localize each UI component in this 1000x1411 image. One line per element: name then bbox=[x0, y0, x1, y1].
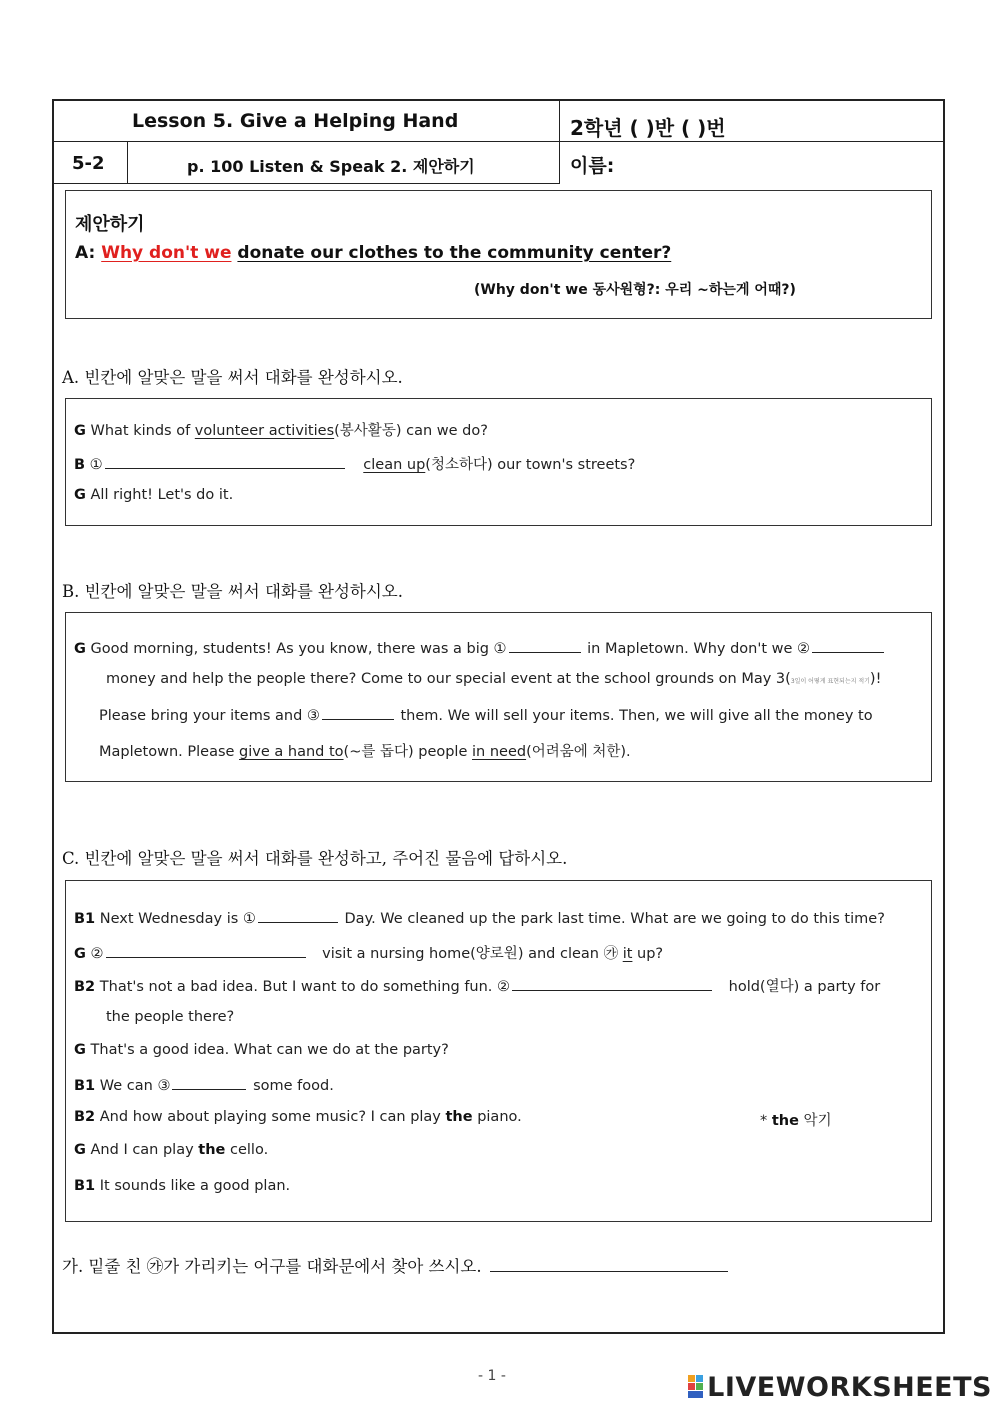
line-text: money and help the people there? Come to our special event at the school grounds on May 3( bbox=[106, 671, 791, 687]
section-c-line-4: the people there? bbox=[106, 1009, 235, 1025]
speaker: G bbox=[74, 423, 86, 439]
liveworksheets-logo-icon bbox=[688, 1375, 704, 1399]
line-text: That's not a bad idea. But I want to do something fun. ② bbox=[99, 979, 511, 995]
line-text: )! bbox=[869, 671, 882, 687]
line-text: Good morning, students! As you know, there was a big ① bbox=[90, 641, 507, 657]
answer-blank[interactable] bbox=[258, 908, 338, 923]
section-c-line-9 bbox=[74, 1178, 290, 1194]
section-a-heading: A. 빈칸에 알맞은 말을 써서 대화를 완성하시오. bbox=[62, 368, 403, 387]
line-text: We can ③ bbox=[99, 1078, 171, 1094]
answer-blank[interactable] bbox=[812, 638, 884, 653]
section-b-line-2 bbox=[106, 671, 881, 687]
question-text: 가. 밑줄 친 ㉮가 가리키는 어구를 대화문에서 찾아 쓰시오. bbox=[62, 1257, 482, 1276]
question-ga bbox=[62, 1253, 730, 1277]
underlined-it: it bbox=[622, 946, 633, 962]
line-text: Mapletown. Please bbox=[99, 744, 240, 760]
name-label: 이름: bbox=[570, 155, 615, 177]
speaker: G bbox=[74, 1142, 86, 1158]
article-the: the bbox=[198, 1142, 226, 1158]
line-text: (~를 돕다) people bbox=[343, 744, 472, 760]
header-divider bbox=[52, 141, 945, 142]
line-text: (청소하다) our town's streets? bbox=[425, 457, 636, 473]
section-a-line-3 bbox=[74, 487, 233, 503]
answer-blank[interactable] bbox=[509, 638, 581, 653]
intro-title: 제안하기 bbox=[75, 214, 145, 235]
section-c-heading: C. 빈칸에 알맞은 말을 써서 대화를 완성하고, 주어진 물음에 답하시오. bbox=[62, 849, 568, 868]
section-a-line-1 bbox=[74, 419, 488, 440]
speaker: G bbox=[74, 946, 86, 962]
section-c-line-3 bbox=[74, 975, 880, 996]
line-text: some food. bbox=[253, 1078, 334, 1094]
section-c-line-2 bbox=[74, 942, 663, 963]
section-b-line-3 bbox=[99, 705, 873, 724]
answer-blank[interactable] bbox=[105, 454, 345, 469]
speaker: G bbox=[74, 1042, 86, 1058]
speaker: G bbox=[74, 487, 86, 503]
section-c-line-6 bbox=[74, 1075, 334, 1094]
answer-blank[interactable] bbox=[322, 705, 394, 720]
intro-example bbox=[75, 243, 671, 263]
answer-blank[interactable] bbox=[172, 1075, 246, 1090]
answer-blank[interactable] bbox=[512, 976, 712, 991]
line-text: in Mapletown. Why don't we ② bbox=[587, 641, 811, 657]
lesson-code: 5-2 bbox=[72, 153, 105, 174]
intro-note: (Why don't we 동사원형?: 우리 ~하는게 어때?) bbox=[474, 282, 796, 298]
speaker: B1 bbox=[74, 1078, 96, 1094]
line-text: piano. bbox=[472, 1109, 522, 1125]
speaker: B1 bbox=[74, 1178, 96, 1194]
answer-blank[interactable] bbox=[106, 943, 306, 958]
section-b-heading: B. 빈칸에 알맞은 말을 써서 대화를 완성하시오. bbox=[62, 582, 403, 601]
line-text: And how about playing some music? I can play bbox=[99, 1109, 446, 1125]
speaker: B2 bbox=[74, 1109, 96, 1125]
underlined-phrase: in need bbox=[472, 744, 527, 760]
blank-number: ① bbox=[89, 457, 103, 473]
section-a-line-2 bbox=[74, 453, 635, 474]
speaker: B1 bbox=[74, 911, 96, 927]
line-text: visit a nursing home(양로원) and clean ㉮ bbox=[322, 946, 623, 962]
instrument-note bbox=[760, 1109, 832, 1130]
line-text: them. We will sell your items. Then, we will give all the money to bbox=[400, 708, 873, 724]
section-c-line-8 bbox=[74, 1142, 268, 1158]
intro-highlight: Why don't we bbox=[101, 243, 232, 263]
line-text: Please bring your items and ③ bbox=[99, 708, 320, 724]
header-bottom-line bbox=[52, 183, 560, 184]
article-the: the bbox=[771, 1113, 799, 1129]
intro-rest: donate our clothes to the community center? bbox=[237, 243, 672, 263]
section-c-line-1 bbox=[74, 908, 885, 927]
line-text: cello. bbox=[225, 1142, 269, 1158]
speaker: B bbox=[74, 457, 86, 473]
blank-number: ② bbox=[90, 946, 104, 962]
page-topic: p. 100 Listen & Speak 2. 제안하기 bbox=[187, 157, 475, 176]
intro-speaker: A: bbox=[75, 243, 96, 263]
header-vertical-divider bbox=[559, 99, 560, 183]
note-star: * bbox=[760, 1113, 772, 1129]
line-text: It sounds like a good plan. bbox=[99, 1178, 291, 1194]
lesson-title: Lesson 5. Give a Helping Hand bbox=[132, 110, 459, 132]
underlined-phrase: give a hand to bbox=[239, 744, 344, 760]
liveworksheets-logo bbox=[688, 1372, 992, 1403]
answer-blank[interactable] bbox=[490, 1257, 728, 1272]
underlined-phrase: volunteer activities bbox=[194, 423, 335, 439]
section-b-line-1 bbox=[74, 638, 886, 657]
underlined-phrase: clean up bbox=[363, 457, 426, 473]
hint-note: 3일이 어떻게 표현되는지 적기 bbox=[790, 678, 870, 685]
line-text: All right! Let's do it. bbox=[90, 487, 234, 503]
article-the: the bbox=[445, 1109, 473, 1125]
grade-class-number: 2학년 ( )반 ( )번 bbox=[570, 116, 726, 140]
speaker: G bbox=[74, 641, 86, 657]
line-text: (봉사활동) can we do? bbox=[334, 423, 488, 439]
section-b-line-4 bbox=[99, 740, 631, 761]
section-c-line-7 bbox=[74, 1109, 522, 1125]
line-text: What kinds of bbox=[90, 423, 195, 439]
line-text: hold(열다) a party for bbox=[728, 979, 881, 995]
line-text: (어려움에 처한). bbox=[526, 744, 631, 760]
line-text: That's a good idea. What can we do at the party? bbox=[90, 1042, 449, 1058]
section-c-line-5 bbox=[74, 1042, 449, 1058]
line-text: Next Wednesday is ① bbox=[99, 911, 256, 927]
speaker: B2 bbox=[74, 979, 96, 995]
note-text: 악기 bbox=[798, 1113, 832, 1129]
line-text: Day. We cleaned up the park last time. What are we going to do this time? bbox=[344, 911, 885, 927]
line-text: And I can play bbox=[90, 1142, 199, 1158]
code-divider bbox=[127, 141, 128, 183]
line-text: up? bbox=[632, 946, 664, 962]
page-number: - 1 - bbox=[478, 1368, 506, 1384]
logo-text: LIVEWORKSHEETS bbox=[707, 1372, 992, 1403]
